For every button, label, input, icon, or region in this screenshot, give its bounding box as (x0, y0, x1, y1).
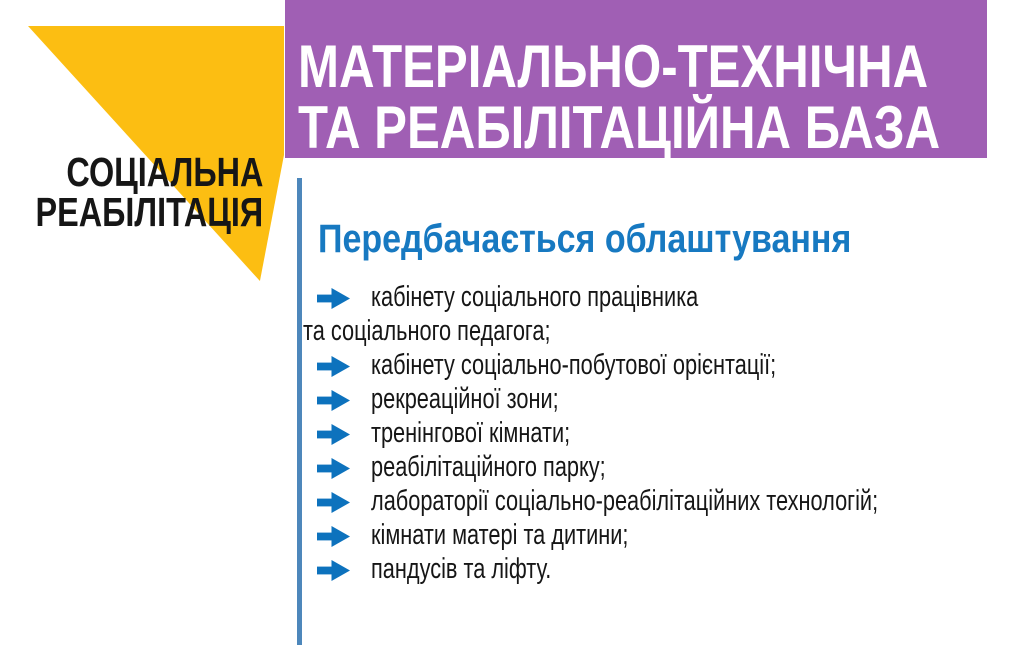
slide-title (298, 0, 1024, 161)
arrow-right-icon (317, 390, 350, 411)
list-item-text: кабінету соціально-побутової орієнтації; (371, 349, 777, 381)
title-banner (285, 0, 987, 161)
slide-title-line2: ТА РЕАБІЛІТАЦІЙНА БАЗА (298, 94, 941, 161)
list-item (303, 382, 1024, 416)
list-item (303, 280, 1024, 314)
list-item-text: лабораторії соціально-реабілітаційних технологій; (371, 485, 879, 517)
corner-label-line1-text: СОЦІАЛЬНА (65, 149, 263, 195)
list-item (303, 450, 1024, 484)
list-item-text: реабілітаційного парку; (371, 451, 606, 483)
arrow-right-icon (317, 288, 350, 309)
list-item-text: тренінгової кімнати; (371, 417, 571, 449)
arrow-right-icon (317, 560, 350, 581)
list-item-text: кабінету соціального працівника (371, 281, 699, 313)
list-item (303, 484, 1024, 518)
list-item (303, 416, 1024, 450)
vertical-divider (297, 178, 302, 645)
arrow-right-icon (317, 526, 350, 547)
arrow-right-icon (317, 458, 350, 479)
list-item (303, 348, 1024, 382)
arrow-right-icon (317, 492, 350, 513)
list-item (303, 314, 1024, 348)
bullet-list (303, 280, 1024, 586)
list-item-text: рекреаційної зони; (371, 383, 559, 415)
list-item-text: кімнати матері та дитини; (371, 519, 629, 551)
corner-label-line2-text: РЕАБІЛІТАЦІЯ (35, 189, 263, 235)
section-heading (318, 216, 945, 262)
corner-label-line2 (0, 189, 263, 235)
section-heading-text: Передбачається облаштування (318, 217, 852, 261)
arrow-right-icon (317, 356, 350, 377)
list-item-text: пандусів та ліфту. (371, 553, 552, 585)
slide-title-line1: МАТЕРІАЛЬНО-ТЕХНІЧНА (298, 33, 929, 100)
list-item (303, 552, 1024, 586)
arrow-right-icon (317, 424, 350, 445)
corner-label (0, 149, 263, 235)
list-item (303, 518, 1024, 552)
list-item-text: та соціального педагога; (303, 315, 551, 347)
corner-label-line1 (0, 149, 263, 195)
